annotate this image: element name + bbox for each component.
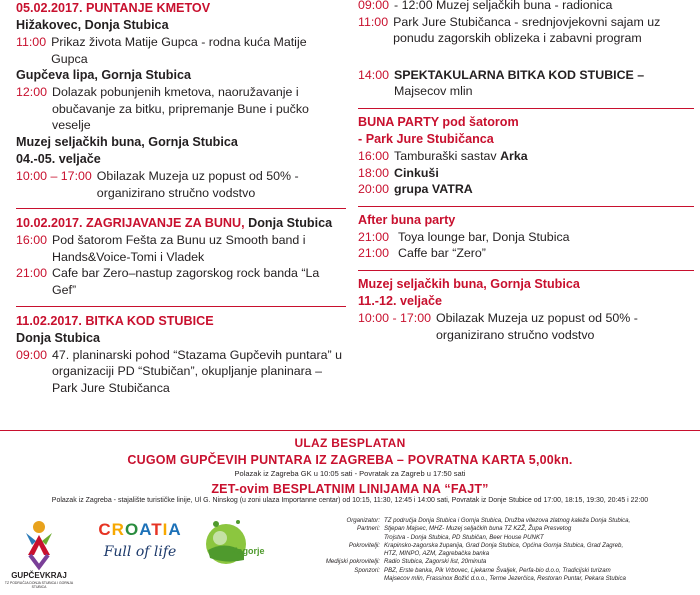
event-bold: Arka (500, 148, 528, 163)
schedule-row (358, 181, 694, 198)
section-divider (16, 306, 346, 330)
schedule-row (358, 165, 694, 182)
event-text: Dolazak pobunjenih kmetova, naoružavanje i obučavanje za bitku, pripremanje Bune i pučko veselje (52, 85, 309, 133)
event-text: Prikaz života Matije Gupca - rodna kuća Matije Gupca (51, 35, 307, 66)
credit-label (318, 550, 384, 558)
credit-row (318, 534, 698, 542)
event-date-heading (16, 215, 346, 232)
event-time: 10:00 - 17:00 (358, 310, 432, 325)
sponsor-logos (0, 510, 330, 595)
event-time: 14:00 (358, 67, 390, 82)
zagorje-logo (198, 510, 278, 590)
section-divider (358, 206, 694, 229)
event-text: 47. planinarski pohod “Stazama Gupčevih puntara” u organizaciji PD “Stubičan”, okupljanje planinara – Park Jure Stubičanca (52, 347, 342, 395)
credit-label: Medijski pokrovitelji: (325, 558, 380, 566)
schedule-row (358, 229, 694, 246)
event-time: 12:00 (16, 85, 48, 100)
event-text: Obilazak Muzeja uz popust od 50% - organizirano stručno vodstvo (436, 310, 638, 342)
location-heading: Muzej seljačkih buna, Gornja Stubica (16, 134, 238, 149)
event-text (389, 148, 694, 165)
event-date-heading: 05.02.2017. PUNTANJE KMETOV (16, 1, 211, 15)
credit-label: Partneri: (356, 525, 380, 533)
event-time: 21:00 (358, 246, 390, 261)
event-rest: Majsecov mlin (394, 84, 473, 99)
event-time: 09:00 (358, 0, 390, 12)
zet-times: Polazak iz Zagreba - stajalište turističke linije, Ul G. Ninskog (u zoni ulaza Importanne centar) od 10:15, 11:30, 12:45 i 14:00 sati, Povratak iz Donje Stubice od 17:00, 18:15, 19:30, 20:45 i 22:00 (51, 497, 649, 504)
event-text: Cafe bar Zero–nastup zagorskog rock banda “La Gef” (52, 266, 320, 297)
credit-label (318, 575, 384, 583)
schedule-row (358, 310, 694, 343)
credit-row (318, 542, 698, 550)
schedule-row (358, 67, 694, 100)
schedule-row (358, 245, 694, 262)
train-offer: CUGOM GUPČEVIH PUNTARA IZ ZAGREBA – POVRATNA KARTA 5,00kn. (127, 453, 573, 467)
event-time: 20:00 (358, 182, 390, 197)
location-heading: Donja Stubica (16, 330, 100, 345)
credit-value: Radio Stubica, Zagorski list, 20minuta (384, 558, 487, 566)
schedule-row (16, 34, 346, 67)
train-times: Polazak iz Zagreba GK u 10:05 sati - Povratak za Zagreb u 17:50 sati (234, 469, 466, 478)
event-time: 16:00 (16, 233, 48, 248)
event-text: Pod šatorom Fešta za Bunu uz Smooth band i Hands&Voice-Tomi i Vladek (52, 233, 306, 264)
credit-value: Stjepan Majsec, MHZ- Muzej seljačkih buna TZ KZŽ, Župa Presvetog (384, 525, 572, 533)
credit-label: Pokrovitelji: (348, 541, 380, 549)
credit-row (318, 567, 698, 575)
event-time: 21:00 (16, 266, 48, 281)
section-divider (358, 270, 694, 310)
event-date-heading: 11.02.2017. BITKA KOD STUBICE (16, 313, 214, 328)
credit-label: Sponzori: (354, 566, 380, 574)
croatia-logo (92, 520, 188, 590)
party-title: BUNA PARTY pod šatorom (358, 114, 519, 129)
zagorje-label: Zagorje (232, 546, 265, 556)
event-plain: Tamburaški sastav (394, 148, 501, 163)
free-entry: ULAZ BESPLATAN (294, 436, 406, 450)
event-text: Park Jure Stubičanca - srednjovjekovni sajam uz ponudu zagorskih oblizeka i zabavni program (393, 14, 661, 46)
credit-label (318, 534, 384, 542)
credits-block (318, 517, 698, 583)
location-heading: Hižakovec, Donja Stubica (16, 18, 169, 32)
event-time: 11:00 (358, 14, 389, 29)
section-divider (16, 208, 346, 232)
event-text: - 12:00 Muzej seljačkih buna - radionica (394, 0, 613, 12)
gupcev-kraj-sub: TZ PODRUČJA DONJA STUBICA I GORNJA STUBICA (4, 581, 74, 589)
event-bold: Cinkuši (394, 165, 439, 180)
date-range: 04.-05. veljače (16, 151, 101, 166)
event-time: 09:00 (16, 347, 48, 362)
museum-dates: 11.-12. veljače (358, 293, 443, 308)
after-party-title: After buna party (358, 212, 456, 227)
event-bold: grupa VATRA (394, 182, 473, 197)
credit-label: Organizator: (346, 517, 380, 524)
credit-value: PBZ, Erste banka, Pik Vrbovec, Ljekarne Švaljek, Perfa-bio d.o.o, Tradicijski turizam (384, 566, 611, 574)
credit-row (318, 525, 698, 533)
event-time: 11:00 (16, 35, 47, 49)
schedule-row (16, 347, 346, 397)
gupcev-kraj-logo (4, 515, 74, 591)
event-text: Caffe bar “Zero” (398, 246, 486, 261)
event-text: Obilazak Muzeja uz popust od 50% - organizirano stručno vodstvo (96, 168, 299, 200)
croatia-word: CROATIA (98, 520, 182, 539)
credit-value: TZ područja Donja Stubica i Gornja Stubica, Družba vitezova zlatnog kaleža Donja Stubica, (384, 517, 631, 524)
event-bold-part: SPEKTAKULARNA BITKA KOD STUBICE – (394, 67, 645, 82)
credit-value: Trojstva - Donja Stubica, PD Stubičan, Beer House PUNKT (384, 533, 544, 541)
event-time: 10:00 – 17:00 (16, 168, 92, 183)
schedule-row (16, 168, 346, 201)
spacer (358, 47, 694, 67)
credit-row (318, 550, 698, 558)
party-location: - Park Jure Stubičanca (358, 131, 494, 146)
section-divider (358, 108, 694, 148)
museum-title: Muzej seljačkih buna, Gornja Stubica (358, 276, 580, 291)
croatia-tagline: Full of life (103, 544, 177, 560)
credit-value: Majsecov mlin, Frassinox Božić d.o.o., Terme Jezerčica, Restoran Puntar, Pekara Stubica (384, 575, 626, 583)
schedule-row (358, 148, 694, 165)
credit-row (318, 558, 698, 566)
event-text: Toya lounge bar, Donja Stubica (398, 229, 570, 244)
gupcev-kraj-label: GUPČEVKRAJ (11, 571, 67, 580)
schedule-row (16, 265, 346, 298)
right-column (358, 0, 694, 343)
credit-value: HTZ, MINPO, AZM, Zagrebačka banka (384, 550, 490, 558)
credit-value: Krapinsko-zagorska županija, Grad Donja Stubica, Općina Gornja Stubica, Grad Zagreb, (384, 541, 624, 549)
event-text (389, 67, 694, 100)
schedule-row (358, 0, 694, 14)
date-black-part: Donja Stubica (244, 216, 333, 231)
footer-divider (0, 430, 700, 431)
schedule-row (358, 14, 694, 47)
schedule-row (16, 232, 346, 265)
event-time: 18:00 (358, 165, 390, 180)
location-heading: Gupčeva lipa, Gornja Stubica (16, 68, 191, 83)
left-column (16, 0, 346, 396)
schedule-row (16, 84, 346, 134)
event-time: 16:00 (358, 148, 390, 163)
date-red-part: 10.02.2017. ZAGRIJAVANJE ZA BUNU, (16, 216, 245, 231)
event-time: 21:00 (358, 229, 390, 244)
zet-offer: ZET-ovim BESPLATNIM LINIJAMA NA “FAJT” (211, 482, 489, 496)
credit-row (318, 575, 698, 583)
